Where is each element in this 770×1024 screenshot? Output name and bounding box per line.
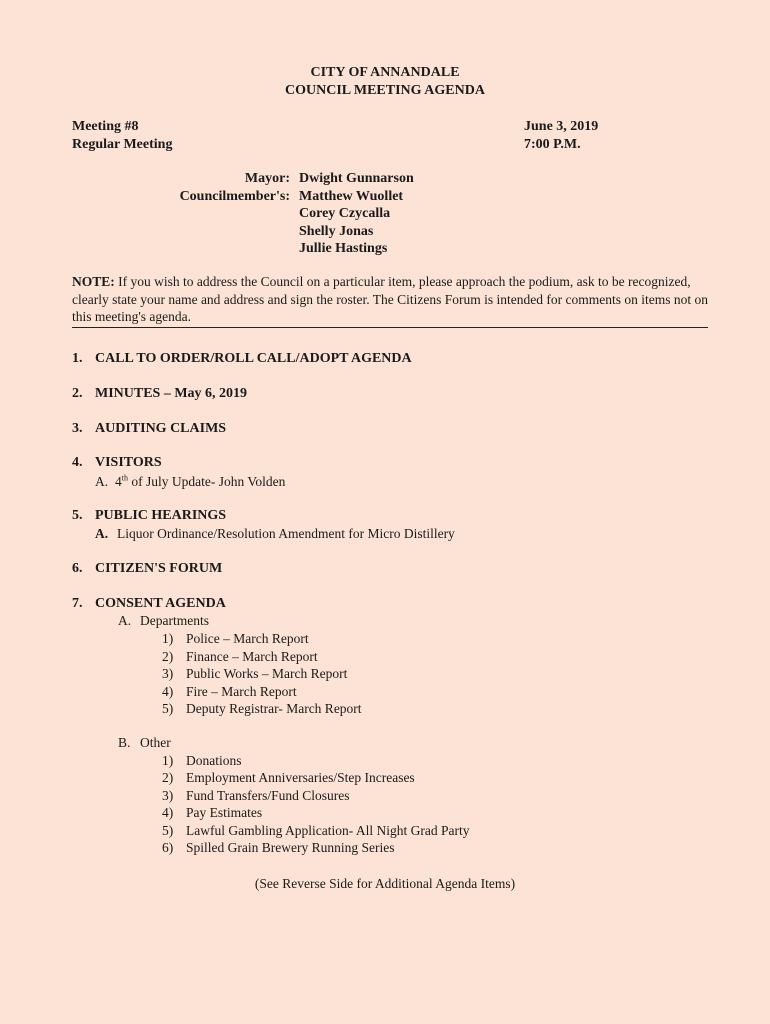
councilmember-name: Jullie Hastings xyxy=(299,241,388,256)
reverse-side-note: (See Reverse Side for Additional Agenda Items) xyxy=(254,876,516,891)
councilmember-name: Shelly Jonas xyxy=(299,223,374,239)
list-number: 3) xyxy=(162,666,174,681)
ordinal-suffix: th xyxy=(121,473,128,483)
item-title: CONSENT AGENDA xyxy=(95,596,226,611)
section-label: B. xyxy=(118,735,131,750)
agenda-item-1 xyxy=(72,351,412,367)
item-title: VISITORS xyxy=(95,455,162,470)
item-title: PUBLIC HEARINGS xyxy=(95,508,227,523)
meeting-datetime xyxy=(524,118,598,154)
public-hearing-subitem xyxy=(95,526,455,542)
section-title: Other xyxy=(140,735,171,750)
item-number: 3. xyxy=(72,421,83,436)
item-number: 5. xyxy=(72,508,83,523)
agenda-item-4 xyxy=(72,455,162,471)
agenda-item-3 xyxy=(72,421,226,437)
list-number: 5) xyxy=(162,701,174,716)
public-note xyxy=(72,273,708,326)
meeting-info xyxy=(72,118,172,154)
agenda-title: COUNCIL MEETING AGENDA xyxy=(285,83,485,98)
consent-section-a xyxy=(118,613,209,629)
subitem-label: A. xyxy=(95,526,109,541)
consent-section-b xyxy=(118,735,171,751)
councilmember-label: Councilmember's: xyxy=(179,188,290,204)
list-number: 2) xyxy=(162,770,174,785)
list-text: Spilled Grain Brewery Running Series xyxy=(186,840,395,855)
section-label: A. xyxy=(118,613,132,628)
list-number: 5) xyxy=(162,823,174,838)
list-item xyxy=(162,631,309,647)
note-label: NOTE: xyxy=(72,274,115,289)
item-title: AUDITING CLAIMS xyxy=(95,421,227,436)
mayor-label: Mayor: xyxy=(244,171,290,186)
list-number: 2) xyxy=(162,649,174,664)
item-title: CITIZEN'S FORUM xyxy=(95,561,223,576)
item-number: 2. xyxy=(72,386,83,401)
agenda-item-2 xyxy=(72,386,247,402)
subitem-text-prefix: 4 xyxy=(115,474,122,489)
subitem-label: A. xyxy=(95,474,109,489)
list-number: 3) xyxy=(162,788,174,803)
list-item xyxy=(162,649,318,665)
list-number: 4) xyxy=(162,684,174,699)
list-text: Police – March Report xyxy=(186,631,309,646)
list-item xyxy=(162,701,362,717)
list-item xyxy=(162,753,242,769)
agenda-item-6 xyxy=(72,561,222,577)
list-item xyxy=(162,788,350,804)
list-number: 1) xyxy=(162,753,174,768)
meeting-time: 7:00 P.M. xyxy=(524,137,581,152)
section-divider xyxy=(72,327,708,328)
list-text: Donations xyxy=(186,753,242,768)
list-text: Public Works – March Report xyxy=(186,666,348,681)
item-number: 6. xyxy=(72,561,83,576)
list-item xyxy=(162,823,469,839)
item-number: 7. xyxy=(72,596,83,611)
list-item xyxy=(162,684,297,700)
councilmember-name: Corey Czycalla xyxy=(299,206,391,221)
list-item xyxy=(162,805,262,821)
subitem-text: Liquor Ordinance/Resolution Amendment for Micro Distillery xyxy=(117,526,455,541)
list-text: Lawful Gambling Application- All Night Grad Party xyxy=(186,823,470,838)
list-text: Fire – March Report xyxy=(186,684,297,699)
meeting-date: June 3, 2019 xyxy=(524,119,599,134)
list-text: Deputy Registrar- March Report xyxy=(186,701,362,716)
list-number: 1) xyxy=(162,631,174,646)
agenda-item-5 xyxy=(72,508,226,524)
visitors-subitem xyxy=(95,474,285,490)
role-names xyxy=(299,170,414,258)
list-number: 6) xyxy=(162,840,174,855)
item-title: CALL TO ORDER/ROLL CALL/ADOPT AGENDA xyxy=(95,351,412,366)
section-title: Departments xyxy=(140,613,209,628)
item-title: MINUTES – May 6, 2019 xyxy=(95,386,248,401)
list-item xyxy=(162,840,394,856)
role-labels xyxy=(0,170,290,205)
list-text: Employment Anniversaries/Step Increases xyxy=(186,770,415,785)
city-name: CITY OF ANNANDALE xyxy=(310,65,460,80)
note-text: If you wish to address the Council on a particular item, please approach the podium, ask to be recognized, clearly state your name and address and sign the roster. The Citizens Forum is intended for comments on items not on this meeting's agenda. xyxy=(72,274,708,324)
item-number: 4. xyxy=(72,455,83,470)
document-header xyxy=(0,64,770,100)
list-text: Pay Estimates xyxy=(186,805,263,820)
councilmember-name: Matthew Wuollet xyxy=(299,188,404,204)
subitem-text: of July Update- John Volden xyxy=(127,474,286,489)
meeting-number: Meeting #8 xyxy=(72,119,139,134)
list-item xyxy=(162,666,347,682)
meeting-type: Regular Meeting xyxy=(72,137,173,152)
list-text: Fund Transfers/Fund Closures xyxy=(186,788,350,803)
item-number: 1. xyxy=(72,351,83,366)
list-text: Finance – March Report xyxy=(186,649,318,664)
list-item xyxy=(162,770,415,786)
mayor-name: Dwight Gunnarson xyxy=(299,171,414,186)
agenda-item-7 xyxy=(72,596,226,612)
list-number: 4) xyxy=(162,805,174,820)
